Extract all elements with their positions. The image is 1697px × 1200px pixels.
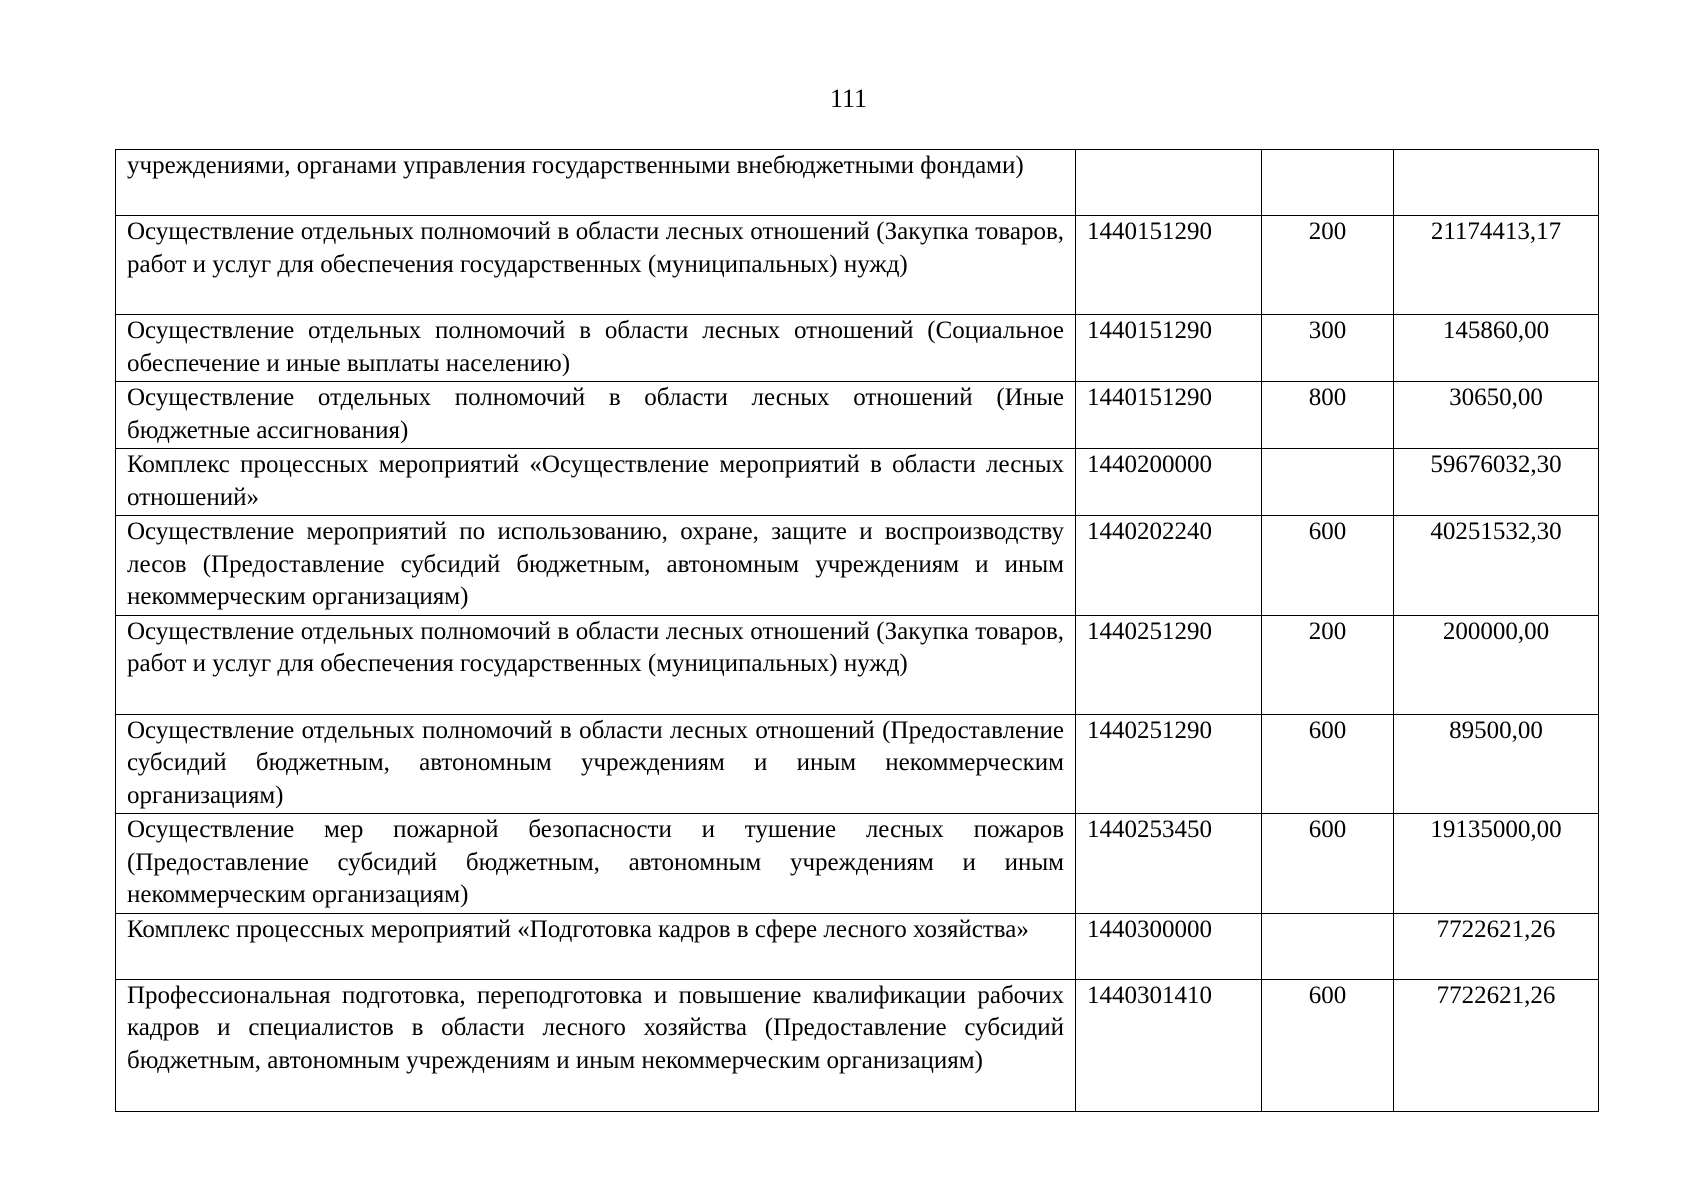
row-amount-cell: 200000,00 [1394, 615, 1599, 714]
row-code-cell: 1440202240 [1076, 516, 1262, 616]
row-name-cell: Осуществление отдельных полномочий в области лесных отношений (Закупка товаров, работ и услуг для обеспечения государственных (муниципальных) нужд) [116, 615, 1076, 714]
table-row [116, 216, 1599, 315]
row-expense-type-cell: 300 [1262, 315, 1394, 382]
row-name-cell: Осуществление мер пожарной безопасности и тушение лесных пожаров (Предоставление субсидий бюджетным, автономным учреждениям и иным некоммерческим организациям) [116, 814, 1076, 914]
row-name-cell: Осуществление отдельных полномочий в области лесных отношений (Закупка товаров, работ и услуг для обеспечения государственных (муниципальных) нужд) [116, 216, 1076, 315]
page-number: 111 [829, 84, 868, 113]
table-row [116, 913, 1599, 979]
row-expense-type-cell: 200 [1262, 615, 1394, 714]
row-name-cell: Профессиональная подготовка, переподготовка и повышение квалификации рабочих кадров и специалистов в области лесного хозяйства (Предоставление субсидий бюджетным, автономным учреждениям и иным некоммерческим организациям) [116, 979, 1076, 1111]
table-row [116, 615, 1599, 714]
row-expense-type-cell: 800 [1262, 382, 1394, 449]
row-expense-type-cell [1262, 913, 1394, 979]
row-code-cell: 1440151290 [1076, 382, 1262, 449]
row-amount-cell: 30650,00 [1394, 382, 1599, 449]
row-amount-cell: 19135000,00 [1394, 814, 1599, 914]
row-name-cell: Осуществление отдельных полномочий в области лесных отношений (Социальное обеспечение и иные выплаты населению) [116, 315, 1076, 382]
budget-table [115, 149, 1599, 1112]
row-code-cell: 1440301410 [1076, 979, 1262, 1111]
row-code-cell: 1440300000 [1076, 913, 1262, 979]
row-expense-type-cell [1262, 150, 1394, 216]
table-row [116, 516, 1599, 616]
row-name-cell: Осуществление отдельных полномочий в области лесных отношений (Иные бюджетные ассигнования) [116, 382, 1076, 449]
row-expense-type-cell: 200 [1262, 216, 1394, 315]
row-name-cell: учреждениями, органами управления государственными внебюджетными фондами) [116, 150, 1076, 216]
row-amount-cell: 145860,00 [1394, 315, 1599, 382]
row-code-cell: 1440251290 [1076, 714, 1262, 814]
table-row [116, 714, 1599, 814]
budget-table-body [116, 150, 1599, 1112]
row-name-cell: Осуществление мероприятий по использованию, охране, защите и воспроизводству лесов (Предоставление субсидий бюджетным, автономным учреждениям и иным некоммерческим организациям) [116, 516, 1076, 616]
row-amount-cell: 7722621,26 [1394, 913, 1599, 979]
row-code-cell: 1440253450 [1076, 814, 1262, 914]
row-expense-type-cell: 600 [1262, 814, 1394, 914]
row-amount-cell: 59676032,30 [1394, 449, 1599, 516]
row-amount-cell: 40251532,30 [1394, 516, 1599, 616]
row-amount-cell: 7722621,26 [1394, 979, 1599, 1111]
row-name-cell: Комплекс процессных мероприятий «Подготовка кадров в сфере лесного хозяйства» [116, 913, 1076, 979]
table-row [116, 315, 1599, 382]
table-row [116, 449, 1599, 516]
row-expense-type-cell: 600 [1262, 714, 1394, 814]
row-code-cell: 1440151290 [1076, 216, 1262, 315]
row-amount-cell: 89500,00 [1394, 714, 1599, 814]
row-amount-cell [1394, 150, 1599, 216]
row-name-cell: Комплекс процессных мероприятий «Осуществление мероприятий в области лесных отношений» [116, 449, 1076, 516]
table-row [116, 150, 1599, 216]
row-code-cell: 1440200000 [1076, 449, 1262, 516]
table-row [116, 814, 1599, 914]
row-code-cell: 1440251290 [1076, 615, 1262, 714]
row-expense-type-cell [1262, 449, 1394, 516]
row-code-cell [1076, 150, 1262, 216]
row-amount-cell: 21174413,17 [1394, 216, 1599, 315]
row-name-cell: Осуществление отдельных полномочий в области лесных отношений (Предоставление субсидий бюджетным, автономным учреждениям и иным некоммерческим организациям) [116, 714, 1076, 814]
table-row [116, 382, 1599, 449]
table-row [116, 979, 1599, 1111]
row-expense-type-cell: 600 [1262, 979, 1394, 1111]
row-expense-type-cell: 600 [1262, 516, 1394, 616]
row-code-cell: 1440151290 [1076, 315, 1262, 382]
